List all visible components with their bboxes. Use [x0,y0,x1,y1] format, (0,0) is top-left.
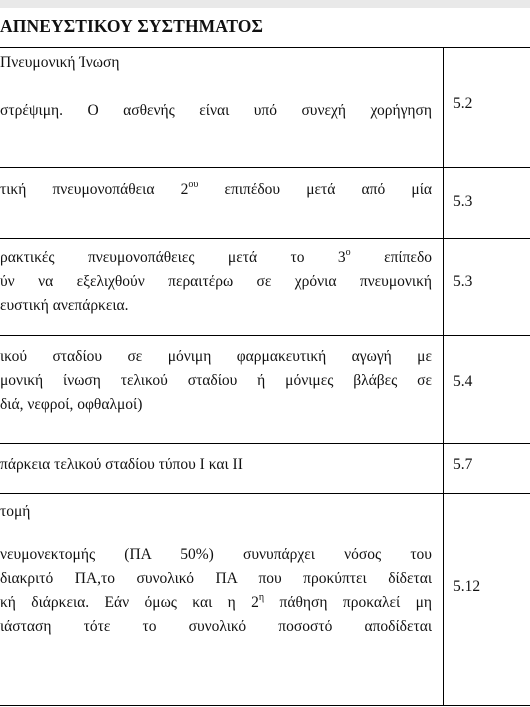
description-line [0,546,432,564]
percentage-value: 5.3 [453,193,473,210]
description-line [0,456,243,474]
description-text: ικού σταδίου σε μόνιμη φαρμακευτική αγωγή με [0,348,432,365]
table-rule [0,705,530,706]
percentage-value: 5.12 [453,578,481,595]
description-text: μονική ίνωση τελικού σταδίου ή μόνιμες βλάβες σε [0,372,432,389]
description-text: ρακτικές πνευμονοπάθειες μετά το 3 [0,249,346,266]
description-text: στρέψιμη. Ο ασθενής είναι υπό συνεχή χορήγηση [0,102,432,119]
description-line [0,249,432,267]
description-line [0,297,129,315]
description-line [0,570,432,588]
document-page [0,8,530,707]
description-text: διακριτό ΠΑ,το συνολικό ΠΑ που προκύπτει δίδεται [0,570,432,587]
description-line [0,396,142,414]
table-rule [0,238,530,239]
superscript: ο [345,247,351,258]
table-rule [0,47,530,48]
table-rule [0,443,530,444]
superscript: ου [188,179,199,190]
description-line [0,54,119,72]
description-text: τική πνευμονοπάθεια 2 [0,181,189,198]
percentage-value: 5.4 [453,373,473,390]
description-text: τομή [0,503,31,520]
description-text: κή διάρκεια. Εάν όμως και η 2 [0,594,259,611]
description-line [0,273,432,291]
description-line [0,618,432,636]
description-text: διά, νεφροί, οφθαλμοί) [0,396,143,413]
description-line [0,181,432,199]
table-rule [0,493,530,494]
percentage-value: 5.7 [453,456,473,473]
description-line [0,594,432,612]
description-line [0,503,30,521]
description-text: πάρκεια τελικού σταδίου τύπου Ι και ΙΙ [0,456,243,473]
description-text-continued: πάθηση προκαλεί μη [264,594,432,611]
description-line [0,102,432,120]
percentage-value: 5.2 [453,95,473,112]
percentage-value: 5.3 [453,273,473,290]
section-heading: ΑΠΝΕΥΣΤΙΚΟΥ ΣΥΣΤΗΜΑΤΟΣ [0,16,264,36]
description-text: ευστική ανεπάρκεια. [0,297,129,314]
description-line [0,348,432,366]
description-text: ύν να εξελιχθούν περαιτέρω σε χρόνια πνευμονική [0,273,432,290]
description-text: νευμονεκτομής (ΠΑ 50%) συνυπάρχει νόσος του [0,546,432,563]
superscript: η [258,592,265,603]
table-rule [0,335,530,336]
description-text-continued: επιπέδου μετά από μία [198,181,432,198]
table-rule [0,167,530,168]
description-text-continued: επίπεδο [350,249,432,266]
description-text: Πνευμονική Ίνωση [0,54,120,71]
description-text: ιάσταση τότε το συνολικό ποσοστό αποδίδεται [0,618,432,635]
column-divider [443,47,444,705]
description-line [0,372,432,390]
